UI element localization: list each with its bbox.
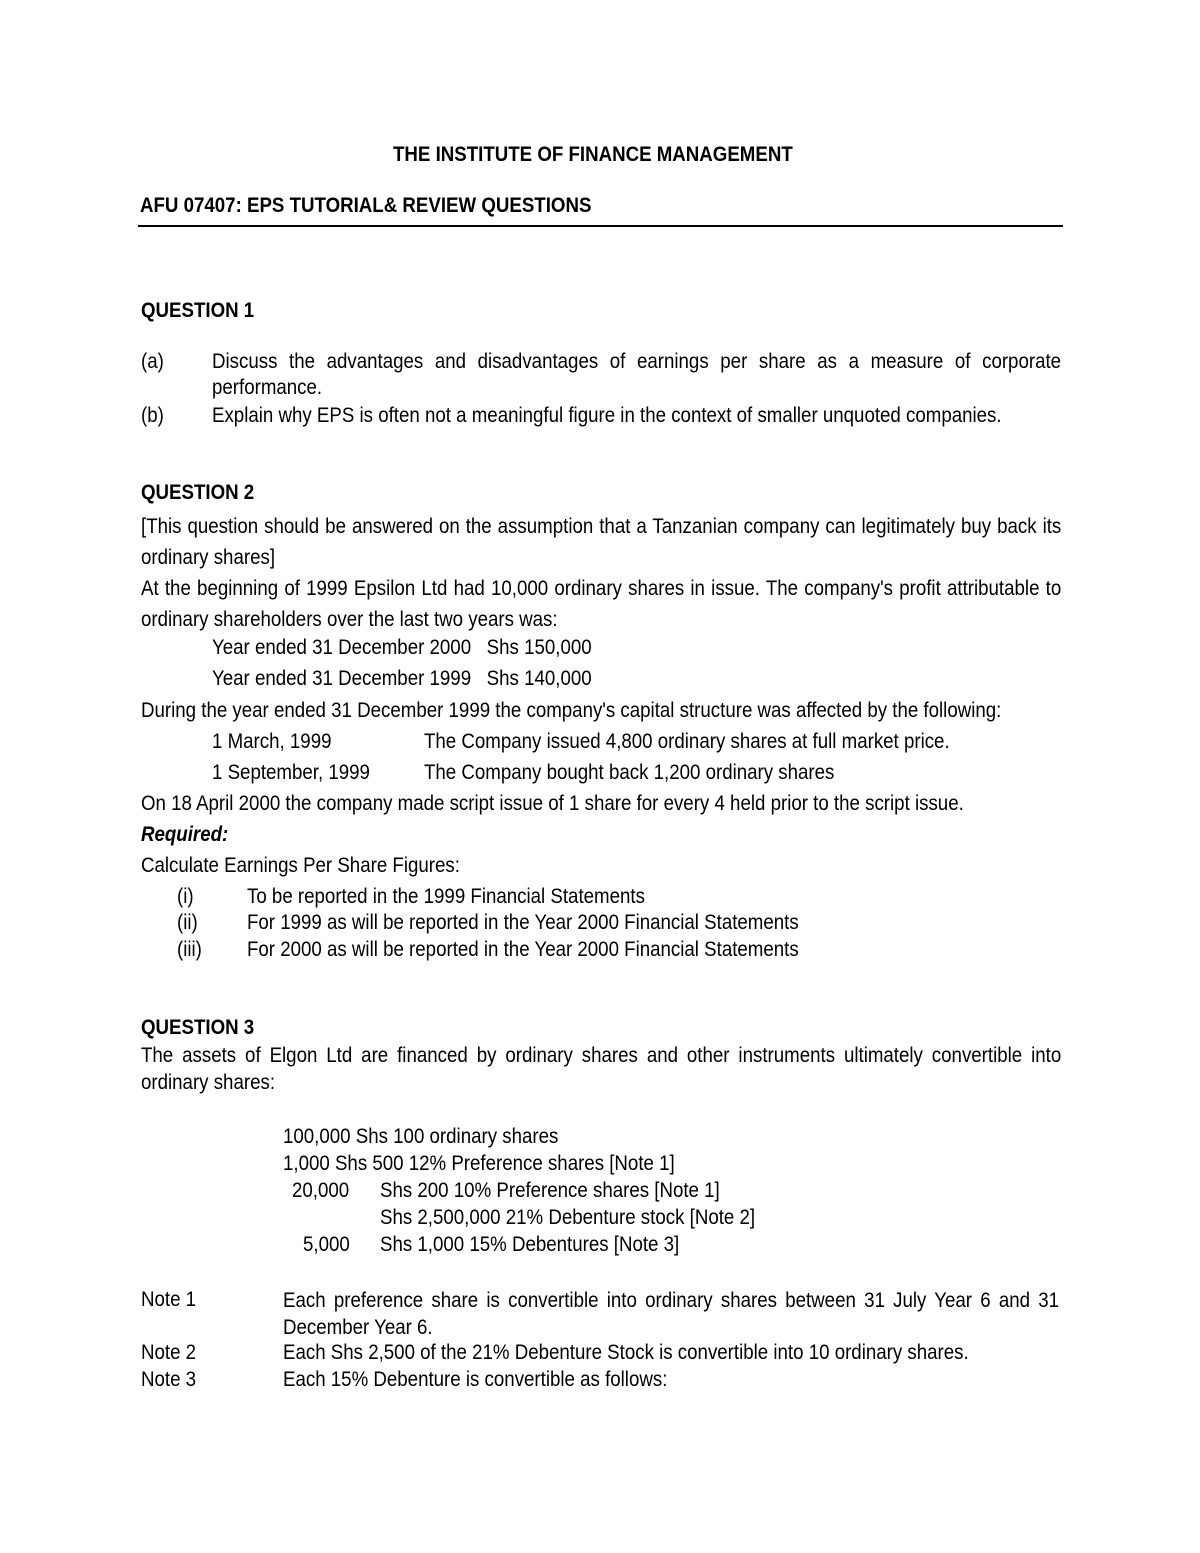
q2-para3: On 18 April 2000 the company made script issue of 1 share for every 4 held prior to the script issue. xyxy=(141,792,964,815)
q3-note-1-label: Note 1 xyxy=(141,1288,197,1311)
q2-event1-date: 1 March, 1999 xyxy=(212,730,332,753)
q3-instrument-5-text: Shs 1,000 15% Debentures [Note 3] xyxy=(380,1233,680,1256)
q2-para2: During the year ended 31 December 1999 the company's capital structure was affected by the following: xyxy=(141,699,1002,722)
q3-note-2-text: Each Shs 2,500 of the 21% Debenture Stock is convertible into 10 ordinary shares. xyxy=(283,1341,969,1364)
question-2-heading: QUESTION 2 xyxy=(141,481,255,504)
q2-profit-2000: Year ended 31 December 2000 Shs 150,000 xyxy=(212,636,592,659)
question-1-heading: QUESTION 1 xyxy=(141,299,255,322)
q3-instrument-3-text: Shs 200 10% Preference shares [Note 1] xyxy=(380,1179,720,1202)
q1-a-label: (a) xyxy=(141,350,164,373)
q2-item-1-text: To be reported in the 1999 Financial Statements xyxy=(247,885,645,908)
q2-item-3-text: For 2000 as will be reported in the Year 2000 Financial Statements xyxy=(247,938,799,961)
question-3-heading: QUESTION 3 xyxy=(141,1016,255,1039)
q2-item-2-text: For 1999 as will be reported in the Year 2000 Financial Statements xyxy=(247,911,799,934)
q2-intro: [This question should be answered on the assumption that a Tanzanian company can legitimately buy back its ordinary shares] xyxy=(141,515,1062,569)
q3-note-2-label: Note 2 xyxy=(141,1341,197,1364)
q2-event2-text: The Company bought back 1,200 ordinary shares xyxy=(424,761,835,784)
q3-instrument-3-qty: 20,000 xyxy=(292,1179,350,1202)
q2-profit-1999: Year ended 31 December 1999 Shs 140,000 xyxy=(212,667,592,690)
course-title: AFU 07407: EPS TUTORIAL& REVIEW QUESTIONS xyxy=(140,194,592,217)
q3-instrument-2: 1,000 Shs 500 12% Preference shares [Note 1] xyxy=(283,1152,675,1175)
q2-event1-text: The Company issued 4,800 ordinary shares at full market price. xyxy=(424,730,950,753)
q1-b-text: Explain why EPS is often not a meaningful figure in the context of smaller unquoted companies. xyxy=(212,404,1002,427)
q3-note-3-text: Each 15% Debenture is convertible as follows: xyxy=(283,1368,668,1391)
q3-instrument-4-text: Shs 2,500,000 21% Debenture stock [Note 2] xyxy=(380,1206,756,1229)
q1-b-label: (b) xyxy=(141,404,164,427)
q3-instrument-1: 100,000 Shs 100 ordinary shares xyxy=(283,1125,559,1148)
q3-instrument-5-qty: 5,000 xyxy=(303,1233,350,1256)
header-rule xyxy=(138,225,1063,227)
q2-event2-date: 1 September, 1999 xyxy=(212,761,370,784)
q2-required: Required: xyxy=(141,823,229,846)
q2-item-2-label: (ii) xyxy=(177,911,198,934)
q2-item-3-label: (iii) xyxy=(177,938,202,961)
q3-note-3-label: Note 3 xyxy=(141,1368,197,1391)
q2-item-1-label: (i) xyxy=(177,885,194,908)
q1-a-text: Discuss the advantages and disadvantages of earnings per share as a measure of corporate performance. xyxy=(212,350,1062,399)
q2-para1: At the beginning of 1999 Epsilon Ltd had 10,000 ordinary shares in issue. The company's profit attributable to ordinary shareholders over the last two years was: xyxy=(141,577,1062,631)
institute-title: THE INSTITUTE OF FINANCE MANAGEMENT xyxy=(393,143,793,166)
q3-intro: The assets of Elgon Ltd are financed by ordinary shares and other instruments ultimately convertible into ordinary shares: xyxy=(141,1044,1062,1094)
q3-note-1-text: Each preference share is convertible into ordinary shares between 31 July Year 6 and 31 December Year 6. xyxy=(283,1289,1060,1339)
q2-calc: Calculate Earnings Per Share Figures: xyxy=(141,854,460,877)
